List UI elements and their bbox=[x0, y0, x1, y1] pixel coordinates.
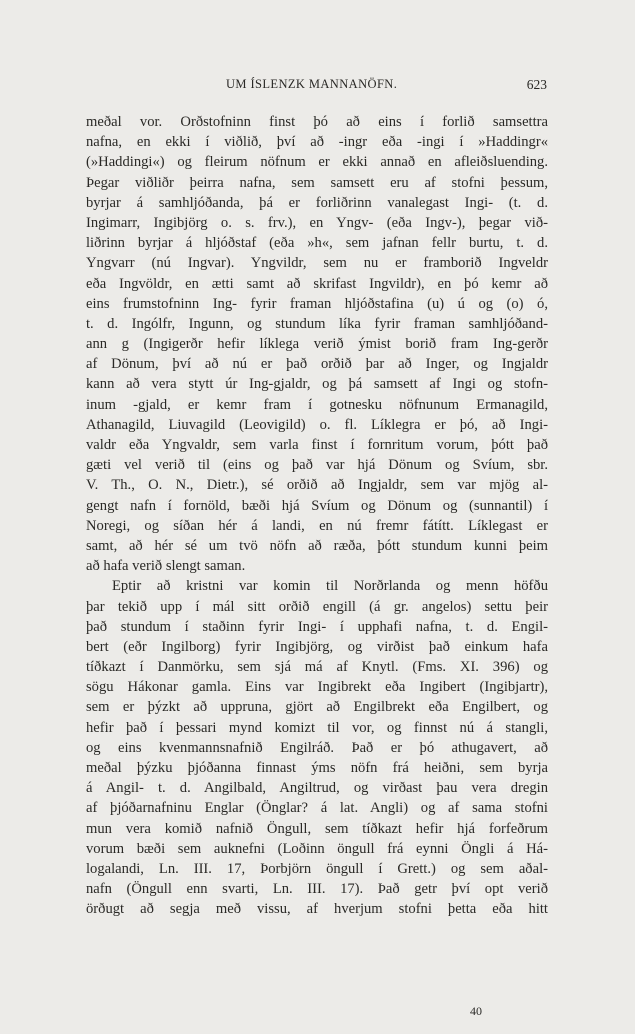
text-line: tíðkazt í Danmörku, sem sjá má af Knytl. (Fms. XI. 396) og bbox=[86, 659, 548, 676]
text-line: meðal þýzku þjóðanna finnast ýms nöfn frá heiðni, sem byrja bbox=[86, 760, 548, 776]
text-line: eins frumstofninn Ing- fyrir framan hljóðstafina (u) ú og (o) ó, bbox=[86, 295, 548, 312]
text-line: liðrinn byrjar á hljóðstaf (eða »h«, sem jafnan fellr burtu, t. d. bbox=[86, 235, 548, 252]
text-line: vorum bæði sem auknefni (Loðinn öngull frá eynni Öngli á Há- bbox=[86, 840, 548, 857]
text-line: bert (eðr Ingilborg) fyrir Ingibjörg, og virðist það einkum hafa bbox=[86, 638, 548, 655]
text-line: samt, að hér sé um tvö nöfn að ræða, þótt stundum kunni þeim bbox=[86, 537, 548, 554]
text-line: kann að vera stytt úr Ing-gjaldr, og þá samsett af Ingi og stofn- bbox=[86, 376, 548, 393]
text-line: nafn (Öngull enn svarti, Ln. III. 17). Það getr því opt verið bbox=[86, 881, 548, 898]
text-line: hefir það í þessari mynd komizt til vor, og finnst nú á stangli, bbox=[86, 719, 548, 736]
text-line: Yngvarr (nú Ingvar). Yngvildr, sem nu er framborið Ingveldr bbox=[86, 255, 548, 272]
text-line: og eins kvenmannsnafnið Engilráð. Það er þó athugavert, að bbox=[86, 739, 548, 756]
text-line: af Dönum, því að nú er það orðið þar að Inger, og Ingjaldr bbox=[86, 356, 548, 373]
text-line: Athanagild, Liuvagild (Leovigild) o. fl. Líklegra er þó, að Ingi- bbox=[86, 416, 548, 433]
text-line: sögu Hákonar gamla. Eins var Ingibrekt eða Ingibert (Ingibjartr), bbox=[86, 679, 548, 696]
text-line: meðal vor. Orðstofninn finst þó að eins í forlið samsettra bbox=[86, 114, 548, 130]
text-line: Ingimarr, Ingibjörg o. s. frv.), en Yngv- (eða Ingv-), þegar við- bbox=[86, 214, 548, 231]
text-line: valdr eða Yngvaldr, sem varla finst í fornritum vorum, þótt það bbox=[86, 437, 548, 453]
text-line: mun vera komið nafnið Öngull, sem tíðkazt hefir hjá forfeðrum bbox=[86, 820, 548, 837]
text-line: inum -gjald, er kemr fram í gotnesku nöfnunum Ermanagild, bbox=[86, 396, 548, 413]
running-title: UM ÍSLENZK MANNANÖFN. bbox=[226, 77, 398, 91]
text-line: Noregi, og síðan hér á landi, en nú fremr fátítt. Líklegast er bbox=[86, 517, 548, 534]
body-text bbox=[86, 112, 548, 920]
text-line: gengt nafn í fornöld, bæði hjá Svíum og Dönum og (sunnantil) í bbox=[86, 497, 548, 514]
text-line: á Angil- t. d. Angilbald, Angiltrud, og virðast þau vera dregin bbox=[86, 780, 548, 797]
text-line: örðugt að segja með vissu, af hverjum stofni þetta eða hitt bbox=[86, 901, 548, 918]
text-line: að hafa verið slengt saman. bbox=[86, 558, 246, 575]
text-line: sem er þýzkt að uppruna, gjört að Engilbrekt eða Engilbert, og bbox=[86, 699, 548, 716]
text-line: ann g (Ingigerðr hefir líklega verið ýmist borið fram Ing-gerðr bbox=[86, 336, 548, 353]
text-line: þar tekið upp í mál sitt orðið engill (á gr. angelos) settu þeir bbox=[86, 598, 548, 615]
text-line: nafna, en ekki í viðlið, því að -ingr eða -ingi í »Haddingr« bbox=[86, 134, 548, 151]
text-line: byrjar á samhljóðanda, þá er forliðrinn vanalegast Ingi- (t. d. bbox=[86, 194, 548, 211]
text-line: eða Ingvöldr, en ætti samt að skrifast Ingvildr), en þó kemr að bbox=[86, 275, 548, 292]
text-line: gæti vel verið til (eins og það var hjá Dönum og Svíum, sbr. bbox=[86, 457, 548, 474]
page-number: 623 bbox=[526, 77, 547, 92]
signature-mark: 40 bbox=[470, 1004, 482, 1018]
text-line: logalandi, Ln. III. 17, Þorbjörn öngull í Grett.) og sem aðal- bbox=[86, 860, 548, 877]
text-line: t. d. Ingólfr, Ingunn, og stundum líka fyrir framan samhljóðand- bbox=[86, 315, 548, 332]
page-header bbox=[88, 77, 547, 95]
text-line: V. Th., O. N., Dietr.), sé orðið að Ingjaldr, sem var mjög al- bbox=[86, 477, 548, 494]
text-line: (»Haddingi«) og fleirum nöfnum er ekki annað en afleiðsluending. bbox=[86, 154, 548, 171]
text-line: Eptir að kristni var komin til Norðrlanda og menn höfðu bbox=[112, 578, 548, 595]
text-line: af þjóðarnafninu Englar (Önglar? á lat. Angli) og af sama stofni bbox=[86, 800, 548, 817]
text-line: það stundum í staðinn fyrir Ingi- í upphafi nafna, t. d. Engil- bbox=[86, 618, 548, 635]
text-line: Þegar viðliðr þeirra nafna, sem samsett eru af stofni þessum, bbox=[86, 174, 548, 191]
